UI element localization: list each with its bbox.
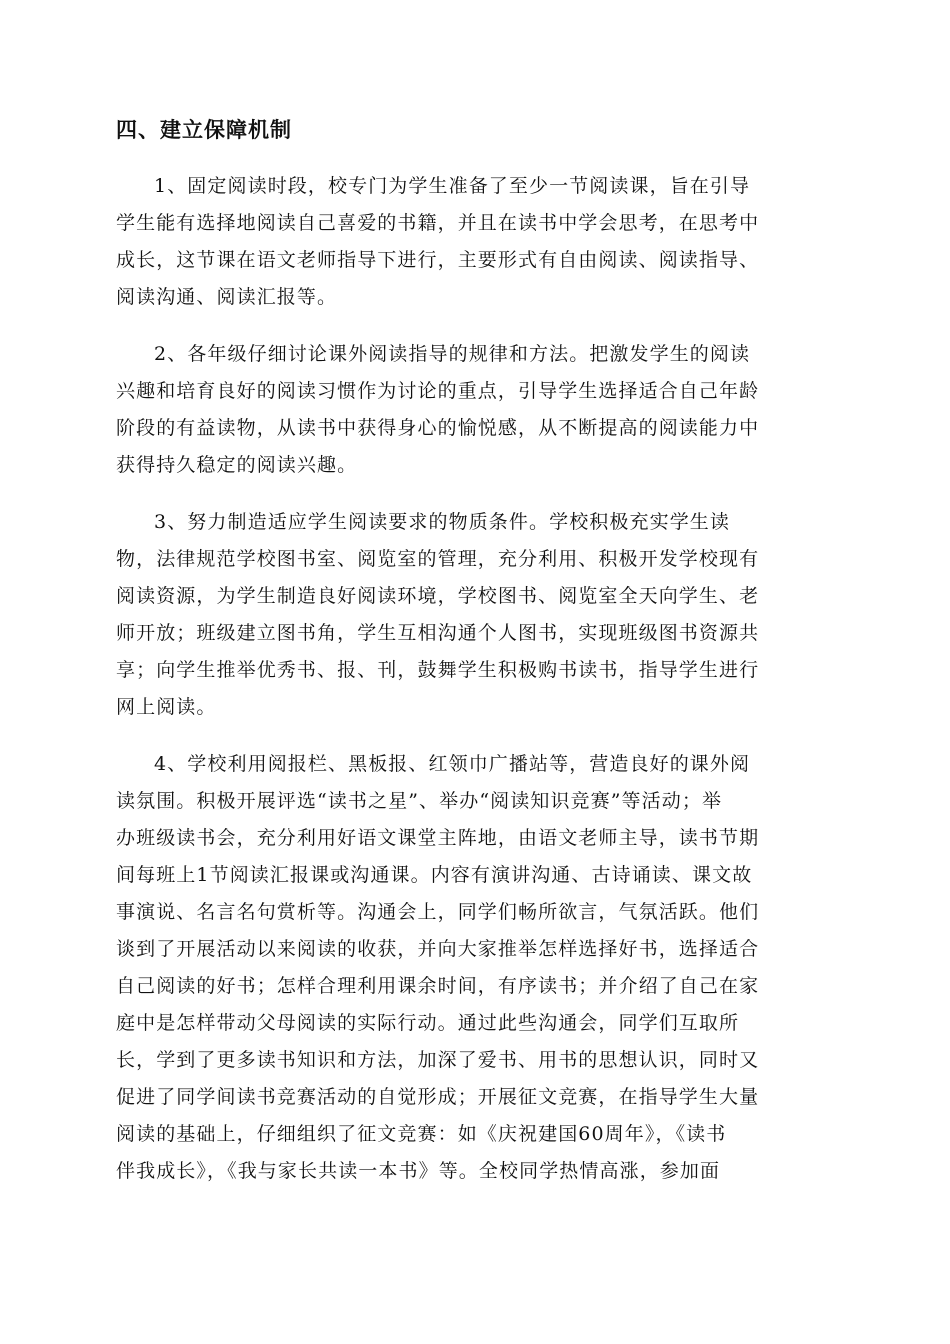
paragraph-4-line-6: 谈到了开展活动以来阅读的收获，并向大家推举怎样选择好书，选择适合 (116, 938, 760, 960)
paragraph-1-line-3: 成长，这节课在语文老师指导下进行，主要形式有自由阅读、阅读指导、 (116, 249, 760, 271)
paragraph-4-line-1: 4、学校利用阅报栏、黑板报、红领巾广播站等，营造良好的课外阅 (154, 753, 751, 775)
paragraph-3-line-1: 3、努力制造适应学生阅读要求的物质条件。学校积极充实学生读 (154, 511, 730, 533)
paragraph-3-line-6: 网上阅读。 (116, 696, 217, 718)
paragraph-4-line-12: 伴我成长》，《我与家长共读一本书》等。全校同学热情高涨，参加面 (116, 1160, 721, 1182)
paragraph-3-line-2: 物，法律规范学校图书室、阅览室的管理，充分利用、积极开发学校现有 (116, 548, 760, 570)
paragraph-4-line-8: 庭中是怎样带动父母阅读的实际行动。通过此些沟通会，同学们互取所 (116, 1012, 740, 1034)
paragraph-3-line-4: 师开放；班级建立图书角，学生互相沟通个人图书，实现班级图书资源共 (116, 622, 760, 644)
paragraph-2-line-3: 阶段的有益读物，从读书中获得身心的愉悦感，从不断提高的阅读能力中 (116, 417, 760, 439)
paragraph-4-line-9: 长，学到了更多读书知识和方法，加深了爱书、用书的思想认识，同时又 (116, 1049, 760, 1071)
paragraph-4-line-10: 促进了同学间读书竞赛活动的自觉形成；开展征文竞赛，在指导学生大量 (116, 1086, 760, 1108)
paragraph-3-line-3: 阅读资源，为学生制造良好阅读环境，学校图书、阅览室全天向学生、老 (116, 585, 760, 607)
paragraph-4-line-4: 间每班上1节阅读汇报课或沟通课。内容有演讲沟通、古诗诵读、课文故 (116, 864, 753, 886)
paragraph-1-line-1: 1、固定阅读时段，校专门为学生准备了至少一节阅读课，旨在引导 (154, 175, 751, 197)
paragraph-1-line-4: 阅读沟通、阅读汇报等。 (116, 286, 338, 308)
paragraph-4-line-3: 办班级读书会，充分利用好语文课堂主阵地，由语文老师主导，读书节期 (116, 827, 760, 849)
paragraph-2-line-4: 获得持久稳定的阅读兴趣。 (116, 454, 358, 476)
paragraph-2-line-1: 2、各年级仔细讨论课外阅读指导的规律和方法。把激发学生的阅读 (154, 343, 751, 365)
paragraph-1-line-2: 学生能有选择地阅读自己喜爱的书籍，并且在读书中学会思考，在思考中 (116, 212, 760, 234)
paragraph-4-line-5: 事演说、名言名句赏析等。沟通会上，同学们畅所欲言，气氛活跃。他们 (116, 901, 760, 923)
paragraph-4-line-11: 阅读的基础上，仔细组织了征文竞赛：如《庆祝建国60周年》，《读书 (116, 1123, 727, 1145)
paragraph-4-line-2: 读氛围。积极开展评选“读书之星”、举办“阅读知识竞赛”等活动；举 (116, 790, 723, 812)
paragraph-3-line-5: 享；向学生推举优秀书、报、刊，鼓舞学生积极购书读书，指导学生进行 (116, 659, 760, 681)
paragraph-2-line-2: 兴趣和培育良好的阅读习惯作为讨论的重点，引导学生选择适合自己年龄 (116, 380, 760, 402)
paragraph-4-line-7: 自己阅读的好书；怎样合理利用课余时间，有序读书；并介绍了自己在家 (116, 975, 760, 997)
section-heading: 四、建立保障机制 (116, 118, 292, 142)
